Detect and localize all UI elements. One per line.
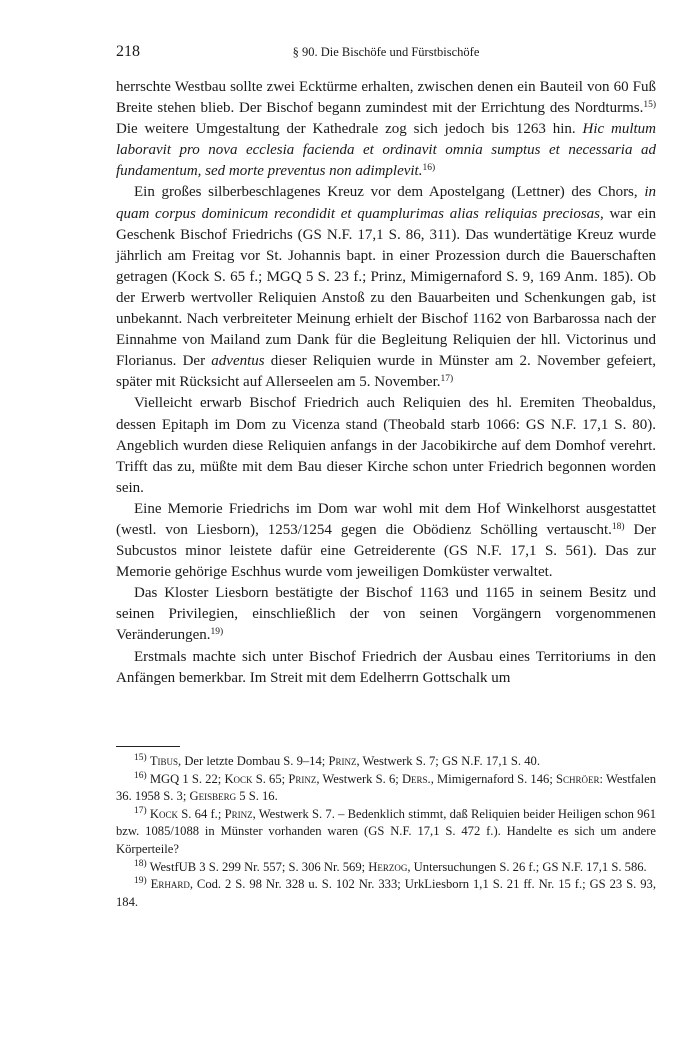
text-run: Die weitere Umgestaltung der Kathedrale zog sich jedoch bis 1263 hin. (116, 121, 583, 138)
text-run: Vielleicht erwarb Bischof Friedrich auch Reliquien des hl. Eremiten Theobaldus, dessen Epitaph im Dom zu Vicenza stand (Theobald starb 1066: GS N.F. 17,1 S. 80). Angeblich wurden diese Reliquien anfangs in der Jacobikirche auf dem Domhof verehrt. Trifft das zu, müßte mit dem Bau dieser Kirche schon unter Friedrich begonnen worden sein. (116, 395, 656, 496)
author-name: Prinz (288, 771, 317, 786)
footnote-number: 19) (134, 876, 147, 887)
author-name: Kock (224, 771, 253, 786)
footnote (116, 771, 656, 806)
footnote (116, 806, 656, 859)
latin-quote: Hic multum laboravit pro nova ecclesia facienda et ordinavit omnia sumptus et necessaria ad fundamentum, sed morte preventus non adimplevit. (116, 121, 656, 180)
text-run: , Westwerk S. 7. – Bedenklich stimmt, daß Reliquien beider Heiligen schon 961 bzw. 1085/1088 in Münster vorhanden waren (GS N.F. 17,1 S. 472 f.). Handelte es sich um andere Körperteile? (116, 806, 656, 856)
footnotes (116, 753, 656, 911)
text-run: Ein großes silberbeschlagenes Kreuz vor dem Apostelgang (Lettner) des Chors, (134, 184, 645, 201)
paragraph (116, 647, 656, 689)
text-run: WestfUB 3 S. 299 Nr. 557; S. 306 Nr. 569; (146, 859, 369, 874)
footnote-number: 18) (134, 858, 147, 869)
text-run: , Untersuchungen S. 26 f.; GS N.F. 17,1 S. 586. (407, 859, 647, 874)
author-name: Ders. (401, 771, 431, 786)
text-run: Eine Memorie Friedrichs im Dom war wohl mit dem Hof Winkelhorst ausgestattet (westl. von Liesborn), 1253/1254 gegen die Obödienz Schölling vertauscht. (116, 500, 656, 538)
footnote-separator (116, 746, 180, 747)
text-run: herrschte Westbau sollte zwei Ecktürme erhalten, zwischen denen ein Bauteil von 60 Fuß Breite stehen blieb. Der Bischof begann zumindest mit der Errichtung des Nordturms. (116, 79, 656, 117)
author-name: Kock (149, 806, 179, 821)
footnote-reference: 18) (611, 521, 625, 532)
author-name: Tibus (149, 754, 179, 768)
paragraph (116, 583, 656, 646)
footnote-number: 16) (134, 770, 147, 781)
running-head: § 90. Die Bischöfe und Fürstbischöfe (292, 45, 480, 59)
text-run: , war ein Geschenk Bischof Friedrichs (GS N.F. 17,1 S. 86, 311). Das wundertätige Kreuz wurde jährlich am Freitag vor St. Johannis bapt. in einer Prozession durch die Bauerschaften getragen (Kock S. 65 f.; MGQ 5 S. 23 f.; Prinz, Mimigernaford S. 9, 169 Anm. 185). Ob der Erwerb wertvoller Reliquien Anstoß zu den Bauarbeiten und Schenkungen gab, ist unbekannt. Nach verbreiteter Meinung erhielt der Bischof 1162 von Barbarossa nach der Einnahme von Mailand zum Dank für die Begleitung Reliquien der hll. Victorinus und Florianus. Der (116, 205, 657, 370)
footnote-reference: 15) (643, 100, 656, 111)
text-run: S. 65; (252, 771, 289, 786)
text-run: : Westfalen 36. 1958 S. 3; (116, 771, 656, 804)
text-run: 5 S. 16. (236, 789, 278, 804)
text-run: Der Subcustos minor leistete dafür eine Getreiderente (GS N.F. 17,1 S. 561). Das zur Memorie gehörige Eschhus wurde vom jeweiligen Domküster verwaltet. (116, 521, 656, 581)
footnote (116, 859, 656, 877)
paragraph (116, 499, 656, 583)
paragraph (116, 393, 656, 498)
author-name: Erhard (150, 877, 190, 892)
text-run: Das Kloster Liesborn bestätigte der Bischof 1163 und 1165 in seinem Besitz und seinen Privilegien, einschließlich der von seinen Vorgängern vorgenommenen Veränderungen. (116, 585, 656, 644)
text-run: , Westwerk S. 7; GS N.F. 17,1 S. 40. (356, 754, 540, 768)
author-name: Herzog (368, 859, 408, 874)
text-run: , Mimigernaford S. 146; (430, 771, 556, 786)
footnote-reference: 19) (210, 627, 224, 638)
footnote-number: 17) (134, 805, 147, 816)
text-run: dieser Reliquien wurde in Münster am 2. November gefeiert, später mit Rücksicht auf Allerseelen am 5. November. (116, 353, 656, 391)
text-run: , Cod. 2 S. 98 Nr. 328 u. S. 102 Nr. 333; UrkLiesborn 1,1 S. 21 ff. Nr. 15 f.; GS 23 S. 93, 184. (116, 877, 656, 909)
paragraph (116, 77, 656, 182)
text-run: , Der letzte Dombau S. 9–14; (178, 754, 329, 768)
author-name: Schröer (556, 771, 600, 786)
page-header (116, 42, 656, 62)
text-run: MGQ 1 S. 22; (146, 771, 225, 786)
body-text (116, 77, 656, 689)
footnote-reference: 17) (440, 374, 454, 385)
footnote-number: 15) (134, 753, 147, 763)
footnote (116, 876, 656, 911)
author-name: Prinz (224, 806, 253, 821)
footnote (116, 753, 656, 771)
latin-quote: in quam corpus dominicum recondidit et quamplurimas alias reliquias preciosas (116, 184, 656, 222)
footnote-reference: 16) (422, 163, 436, 174)
text-run: , Westwerk S. 6; (316, 771, 402, 786)
author-name: Geisberg (189, 789, 237, 804)
latin-quote: adventus (211, 353, 265, 370)
text-run: S. 64 f.; (178, 806, 225, 821)
text-run: Erstmals machte sich unter Bischof Friedrich der Ausbau eines Territoriums in den Anfängen bemerkbar. Im Streit mit dem Edelherrn Gottschalk um (116, 648, 656, 686)
page-number: 218 (116, 43, 140, 60)
paragraph (116, 182, 656, 393)
author-name: Prinz (328, 754, 357, 768)
